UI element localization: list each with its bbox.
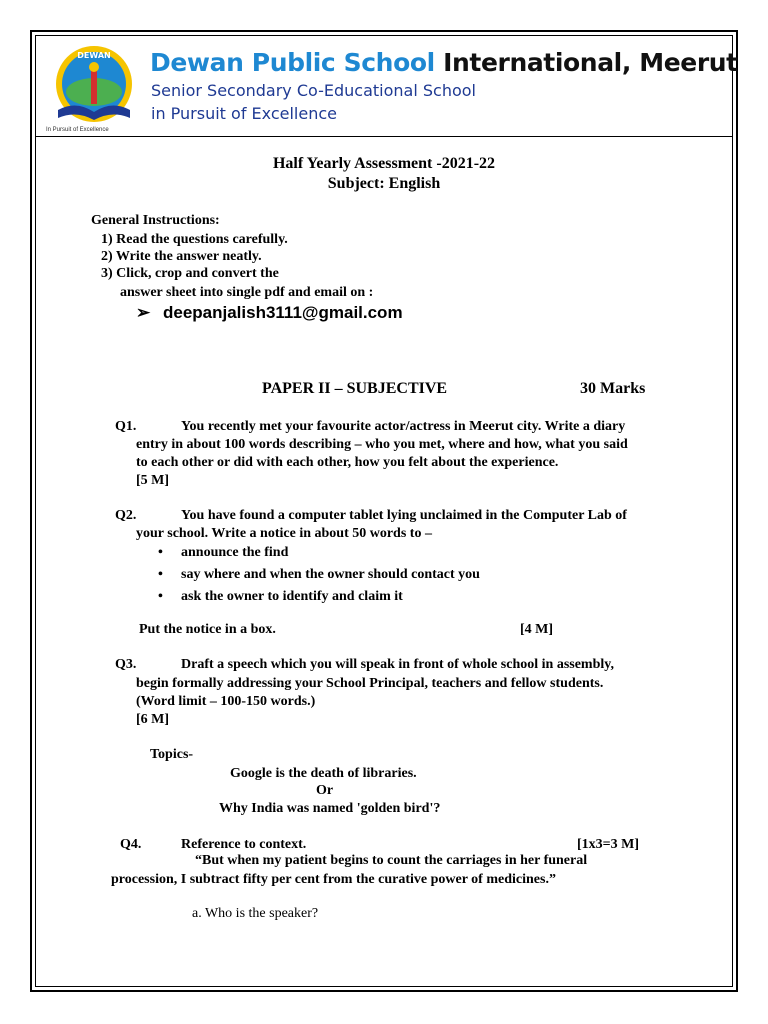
bullet-icon: • xyxy=(158,567,163,582)
q4-number: Q4. xyxy=(120,837,142,852)
q1-line: to each other or did with each other, how you felt about the experience. xyxy=(136,455,559,470)
email-address[interactable]: deepanjalish3111@gmail.com xyxy=(162,303,403,322)
q1-number: Q1. xyxy=(115,419,137,434)
svg-text:DEWAN: DEWAN xyxy=(77,51,111,60)
topic-or: Or xyxy=(316,783,334,798)
q2-bullet: ask the owner to identify and claim it xyxy=(181,589,403,604)
instruction-item: answer sheet into single pdf and email on : xyxy=(120,285,374,300)
q2-bullet: announce the find xyxy=(181,545,289,560)
q2-line: your school. Write a notice in about 50 words to – xyxy=(136,526,432,541)
q2-marks: [4 M] xyxy=(520,622,554,637)
topics-label: Topics- xyxy=(150,747,194,762)
q4-quote-line: “But when my patient begins to count the carriages in her funeral xyxy=(195,853,588,868)
q4-sub-a: a. Who is the speaker? xyxy=(192,906,319,921)
q3-number: Q3. xyxy=(115,657,137,672)
email-line xyxy=(136,303,403,323)
q2-bullet: say where and when the owner should contact you xyxy=(181,567,480,582)
topic-1: Google is the death of libraries. xyxy=(230,766,417,781)
paper-marks: 30 Marks xyxy=(580,380,646,397)
school-name-dark: International, Meerut xyxy=(443,48,738,77)
exam-title: Half Yearly Assessment -2021-22 xyxy=(272,155,496,172)
bullet-icon: • xyxy=(158,545,163,560)
q3-line: (Word limit – 100-150 words.) xyxy=(136,694,316,709)
q3-line: begin formally addressing your School Principal, teachers and fellow students. xyxy=(136,676,604,691)
q3-line: Draft a speech which you will speak in front of whole school in assembly, xyxy=(181,657,614,672)
q4-marks: [1x3=3 M] xyxy=(577,837,640,852)
q1-marks: [5 M] xyxy=(136,473,170,488)
instruction-item: 1) Read the questions carefully. xyxy=(101,232,288,247)
school-tagline-2: in Pursuit of Excellence xyxy=(151,104,337,123)
school-logo xyxy=(44,40,144,134)
bullet-icon: • xyxy=(158,589,163,604)
instructions-heading: General Instructions: xyxy=(91,213,220,228)
q2-box-note: Put the notice in a box. xyxy=(139,622,276,637)
exam-subject: Subject: English xyxy=(327,175,441,192)
instruction-item: 2) Write the answer neatly. xyxy=(101,249,262,264)
paper-title: PAPER II – SUBJECTIVE xyxy=(262,380,448,397)
q2-number: Q2. xyxy=(115,508,137,523)
logo-caption: In Pursuit of Excellence xyxy=(46,127,109,133)
q4-label: Reference to context. xyxy=(181,837,307,852)
school-tagline-1: Senior Secondary Co-Educational School xyxy=(151,81,476,100)
topic-2: Why India was named 'golden bird'? xyxy=(219,801,441,816)
q2-line: You have found a computer tablet lying unclaimed in the Computer Lab of xyxy=(181,508,627,523)
instruction-item: 3) Click, crop and convert the xyxy=(101,266,279,281)
q1-line: You recently met your favourite actor/actress in Meerut city. Write a diary xyxy=(181,419,626,434)
q4-quote-line: procession, I subtract fifty per cent from the curative power of medicines.” xyxy=(111,872,556,887)
school-name-blue: Dewan Public School xyxy=(150,48,435,77)
arrow-bullet-icon: ➢ xyxy=(136,303,151,322)
q1-line: entry in about 100 words describing – who you met, where and how, what you said xyxy=(136,437,628,452)
school-name xyxy=(150,48,738,77)
q3-marks: [6 M] xyxy=(136,712,170,727)
school-header xyxy=(36,36,738,137)
